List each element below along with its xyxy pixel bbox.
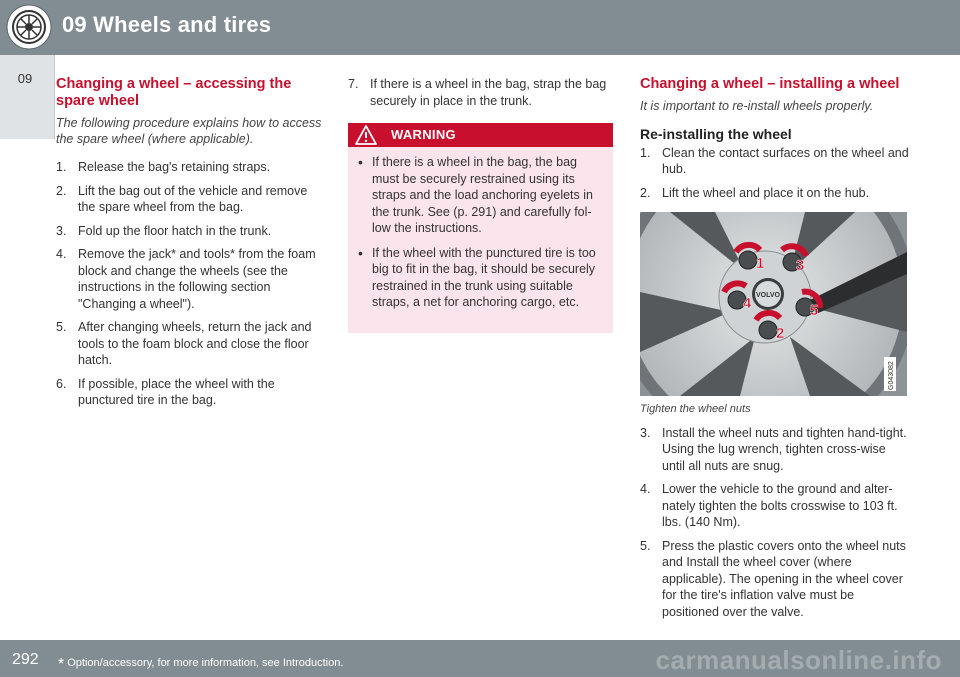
column-continued [348,76,613,333]
step-number: 4. [640,482,651,496]
step-item [348,76,613,109]
wheel-nuts-illustration [640,212,907,396]
procedure-steps [56,159,324,409]
watermark: carmanualsonline.info [655,645,942,675]
step-item [640,538,910,621]
step-item [56,159,324,176]
column-accessing-spare-wheel [56,76,324,416]
warning-list [348,147,613,311]
warning-item: • If there is a wheel in the bag, the bag must be securely restrained using its straps and the load anchoring eyelets in the trunk. See (p. 291) and carefully fol-low the instructions. [358,154,603,237]
step-item [640,481,910,531]
footnote-star: * [58,656,65,673]
footnote [58,653,343,671]
procedure-steps-continued [348,76,613,109]
section-intro: The following procedure explains how to access the spare wheel (where applicable). [56,116,322,146]
step-number: 3. [56,223,67,238]
nut-label: 3 [796,257,805,274]
procedure-steps [640,145,910,202]
nut-label: 4 [743,295,752,312]
section-heading: Changing a wheel – installing a wheel [640,76,900,92]
step-number: 7. [348,77,359,91]
step-item [56,183,324,216]
step-text: Lower the vehicle to the ground and alter-nately tighten the bolts crosswise to 103 ft. lbs. (140 Nm). [662,482,898,529]
chapter-tab-label: 09 [17,71,33,86]
section-heading: Changing a wheel – accessing the spare wheel [56,76,292,109]
step-text: Fold up the floor hatch in the trunk. [78,223,272,238]
step-item [640,425,910,475]
warning-triangle-icon [355,125,377,145]
page-header [0,0,960,55]
step-text: Release the bag's retaining straps. [78,160,271,174]
footnote-text: Option/accessory, for more information, see Introduction. [67,657,344,669]
step-text: Lift the wheel and place it on the hub. [662,185,870,200]
step-number: 1. [640,145,651,160]
nut-label: 1 [756,255,765,272]
step-text: Clean the contact surfaces on the wheel and hub. [662,145,909,176]
step-text: If there is a wheel in the bag, strap the bag securely in place in the trunk. [370,77,607,108]
warning-title: WARNING [391,127,456,142]
step-number: 5. [640,538,651,553]
step-text: Press the plastic covers onto the wheel nuts and Install the wheel cover (where applicable). The opening in the wheel cover for the tire's inflation valve must be positioned over the valve. [662,538,906,619]
step-text: If possible, place the wheel with the punctured tire in the bag. [78,376,275,407]
nut-label: 5 [810,302,819,319]
nut-label: 2 [776,325,785,342]
step-number: 5. [56,320,67,334]
page-footer [0,640,960,677]
step-number: 3. [640,425,651,440]
step-number: 1. [56,160,67,174]
warning-item: • If the wheel with the punctured tire is too big to fit in the bag, it should be securely restrained in the trunk using suitable straps, a net for anchoring cargo, etc. [358,245,603,311]
chapter-title: 09 Wheels and tires [62,12,272,37]
step-text: Lift the bag out of the vehicle and remove the spare wheel from the bag. [78,183,308,214]
step-number: 2. [56,183,67,198]
step-item [56,319,324,369]
hub-brand-text: VOLVO [756,292,780,299]
step-number: 4. [56,247,67,261]
step-item [56,223,324,240]
page-number: 292 [12,651,39,668]
step-number: 2. [640,185,651,200]
figure-caption: Tighten the wheel nuts [640,403,751,415]
step-item [640,145,910,178]
step-text: Install the wheel nuts and tighten hand-tight. Using the lug wrench, tighten cross-wise until all nuts are snug. [662,425,907,473]
step-item [56,246,324,312]
column-installing-wheel [640,76,910,627]
step-number: 6. [56,376,67,391]
subsection-heading: Re-installing the wheel [640,126,792,142]
wheel-icon [6,4,52,50]
section-intro: It is important to re-install wheels properly. [640,99,874,113]
step-text: Remove the jack* and tools* from the foam block and change the wheels (see the instructions in the following section "Changing a wheel"). [78,247,316,311]
warning-box [348,123,613,333]
figure-code: G043082 [888,361,895,390]
chapter-tab[interactable] [0,55,55,139]
warning-header [348,123,613,147]
procedure-steps-continued [640,425,910,621]
step-item [56,376,324,409]
step-text: After changing wheels, return the jack and tools to the foam block and close the floor hatch. [78,320,312,367]
step-item [640,185,910,202]
